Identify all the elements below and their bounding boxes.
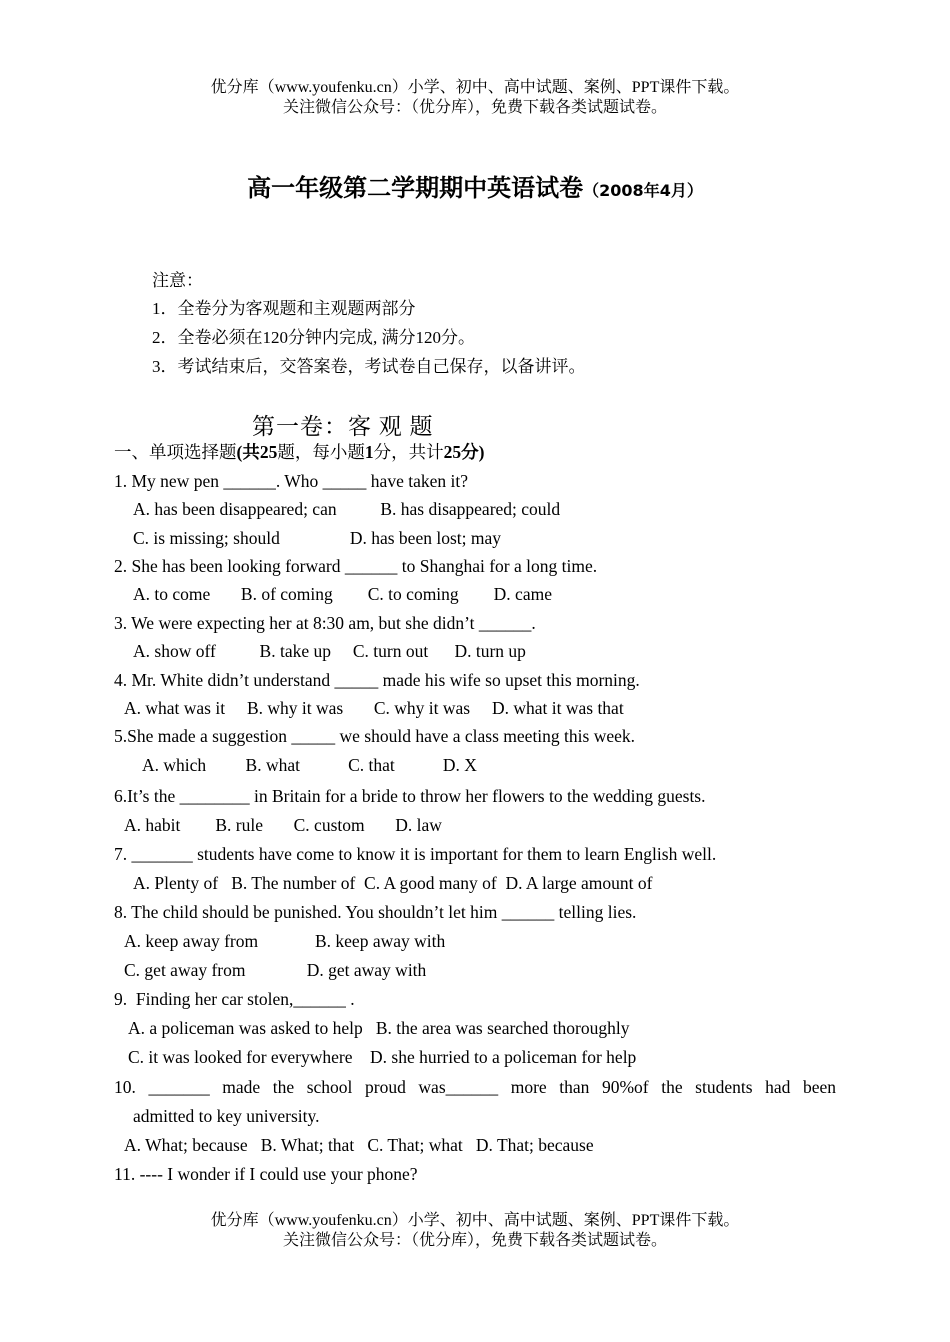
question-4: 4. Mr. White didn’t understand _____ made his wife so upset this morning. [114,670,640,690]
options-2: A. to come B. of coming C. to coming D. came [133,584,552,604]
options-6: A. habit B. rule C. custom D. law [124,815,442,835]
part-heading [114,441,484,463]
options-4: A. what was it B. why it was C. why it was D. what it was that [124,698,624,718]
question-11: 11. ---- I wonder if I could use your phone? [114,1164,418,1184]
header-line-1: 优分库（www.youfenku.cn）小学、初中、高中试题、案例、PPT课件下载。 [210,79,740,96]
exam-title-main: 高一年级第二学期期中英语试卷 [247,174,584,202]
note-item-2: 2．全卷必须在120分钟内完成, 满分120分。 [152,328,475,347]
question-10-cont: admitted to key university. [133,1106,320,1126]
part-heading-total-label: 分，共计 [373,442,444,462]
question-9: 9. Finding her car stolen,______ . [114,989,355,1009]
question-6: 6.It’s the ________ in Britain for a bride to throw her flowers to the wedding guests. [114,786,706,806]
question-7: 7. _______ students have come to know it is important for them to learn English well. [114,844,717,864]
question-2: 2. She has been looking forward ______ to Shanghai for a long time. [114,556,598,576]
options-7: A. Plenty of B. The number of C. A good many of D. A large amount of [133,873,653,893]
question-5: 5.She made a suggestion _____ we should have a class meeting this week. [114,726,636,746]
options-3: A. show off B. take up C. turn out D. turn up [133,641,526,661]
options-10: A. What; because B. What; that C. That; what D. That; because [124,1135,594,1155]
exam-title [0,168,950,203]
options-9a: A. a policeman was asked to help B. the area was searched thoroughly [128,1018,630,1038]
footer-line-2: 关注微信公众号：（优分库），免费下载各类试题试卷。 [282,1232,667,1249]
note-item-1: 1．全卷分为客观题和主观题两部分 [152,299,416,318]
part-heading-total: 25 [443,442,462,462]
question-1: 1. My new pen ______. Who _____ have taken it? [114,471,468,491]
options-1a: A. has been disappeared; can B. has disappeared; could [133,499,561,519]
section-title: 第一卷：客 观 题 [252,414,434,439]
part-heading-close: 分) [461,442,485,462]
part-heading-each: 题，每小题 [277,442,365,462]
exam-title-date: （2008年4月） [583,181,703,200]
options-8b: C. get away from D. get away with [124,960,427,980]
options-1b: C. is missing; should D. has been lost; may [133,528,501,548]
part-heading-count: 25 [259,442,278,462]
question-3: 3. We were expecting her at 8:30 am, but she didn’t ______. [114,613,536,633]
note-item-3: 3．考试结束后，交答案卷，考试卷自己保存，以备讲评。 [152,357,586,376]
notes-heading: 注意： [152,271,203,290]
part-heading-score: 1 [364,442,374,462]
options-5: A. which B. what C. that D. X [142,755,477,775]
header-line-2: 关注微信公众号：（优分库），免费下载各类试题试卷。 [282,99,667,116]
part-heading-text: 一、单项选择题 [114,442,237,462]
question-8: 8. The child should be punished. You shouldn’t let him ______ telling lies. [114,902,637,922]
options-8a: A. keep away from B. keep away with [124,931,446,951]
part-heading-paren: (共 [236,442,260,462]
question-10: 10. _______ made the school proud was______ more than 90%of the students had been [114,1077,836,1097]
options-9b: C. it was looked for everywhere D. she hurried to a policeman for help [128,1047,637,1067]
footer-line-1: 优分库（www.youfenku.cn）小学、初中、高中试题、案例、PPT课件下载。 [210,1212,740,1229]
